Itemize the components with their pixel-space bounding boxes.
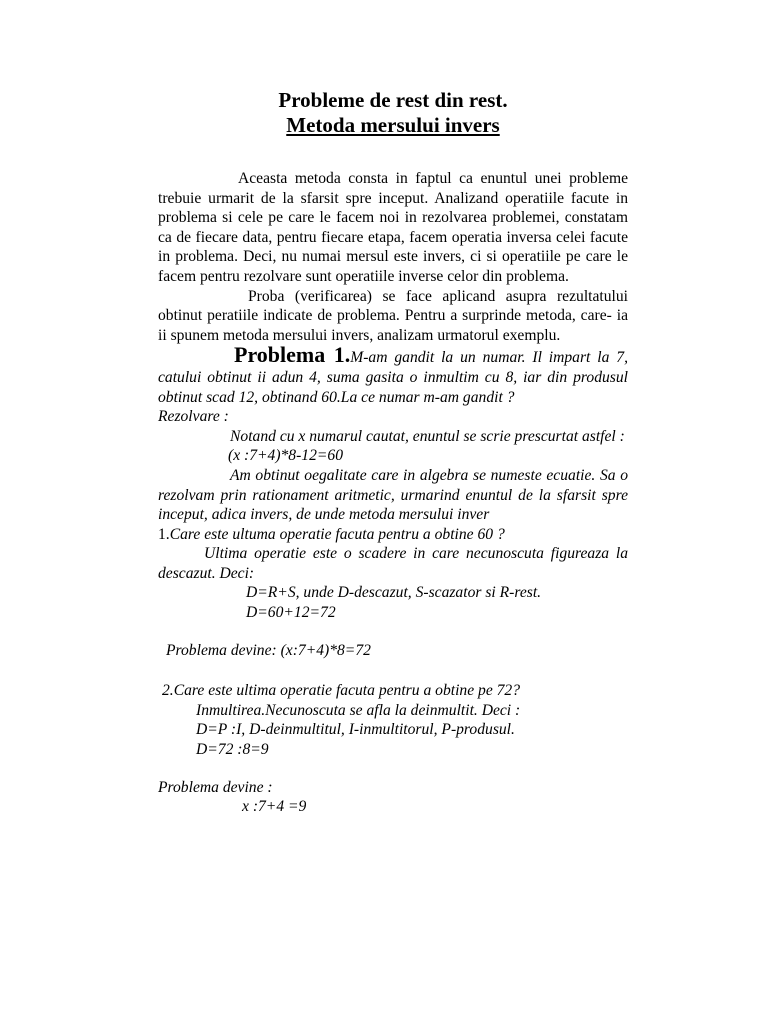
result-1: Problema devine: (x:7+4)*8=72 <box>166 641 371 659</box>
step1-formula-1: D=R+S, unde D-descazut, S-scazator si R-rest. <box>246 584 542 602</box>
document-title: Probleme de rest din rest. <box>278 88 508 112</box>
intro-paragraph-2: Proba (verificarea) se face aplicand asupra rezultatului obtinut peratiile indicate de problema. Pentru a surprinde metoda, care- ia ii spunem metoda mersului invers, analizam urmatorul exemplu. <box>158 287 628 344</box>
step1-question-text: Care este ultuma operatie facuta pentru a obtine 60 ? <box>169 525 505 543</box>
step2-line-2: D=P :I, D-deinmultitul, I-inmultitorul, P-produsul. <box>196 721 515 739</box>
step1-number: 1. <box>158 525 170 543</box>
step1-formula-2: D=60+12=72 <box>246 604 336 622</box>
step2-line-1: Inmultirea.Necunoscuta se afla la deinmultit. Deci : <box>196 701 521 719</box>
problem-statement <box>158 342 628 407</box>
notation-text: Notand cu x numarul cautat, enuntul se scrie prescurtat astfel : <box>230 427 625 445</box>
result-2-equation: x :7+4 =9 <box>242 798 307 816</box>
equation-1: (x :7+4)*8-12=60 <box>228 447 344 465</box>
document-subtitle: Metoda mersului invers <box>286 113 500 137</box>
result-2-label: Problema devine : <box>158 778 273 796</box>
explanation-text: Am obtinut oegalitate care in algebra se numeste ecuatie. Sa o rezolvam prin rationament aritmetic, urmarind enuntul de la sfarsit spre inceput, adica invers, de unde metoda mersului inver <box>158 466 628 524</box>
step1-question <box>158 525 628 545</box>
step2-line-3: D=72 :8=9 <box>196 741 269 759</box>
step2-question: 2.Care este ultima operatie facuta pentru a obtine pe 72? <box>162 682 521 700</box>
problem-label: Problema 1. <box>234 342 351 368</box>
document-page <box>158 88 628 817</box>
step1-text: Ultima operatie este o scadere in care necunoscuta figureaza la descazut. Deci: <box>158 545 628 582</box>
intro-paragraph-1: Aceasta metoda consta in faptul ca enuntul unei probleme trebuie urmarit de la sfarsit spre inceput. Analizand operatiile facute in problema si cele pe care le facem noi in rezolvarea problemei, constatam ca de fiecare data, pentru fiecare etapa, facem operatia inversa celei facute in problema. Deci, nu numai mersul este invers, ci si operatiile pe care le facem pentru rezolvare sunt operatiile inverse celor din problema. <box>158 170 628 285</box>
problem-text: M-am gandit la un numar. Il impart la 7, catului obtinut ii adun 4, suma gasita o inmultim cu 8, iar din produsul obtinut scad 12, obtinand 60.La ce numar m-am gandit ? <box>158 349 628 406</box>
solution-label: Rezolvare : <box>158 408 229 426</box>
